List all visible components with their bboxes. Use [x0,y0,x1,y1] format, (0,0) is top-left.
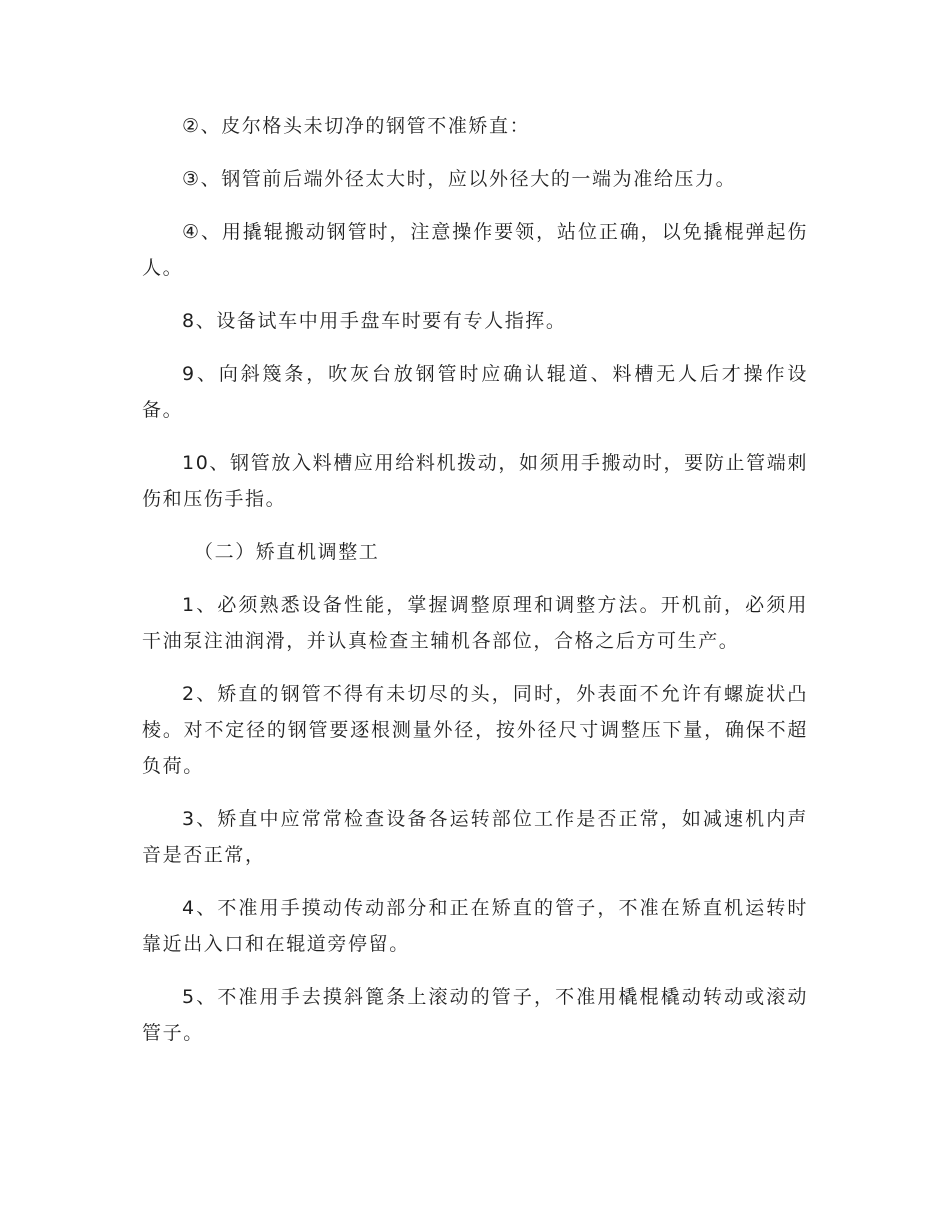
paragraph-rule-3: 3、矫直中应常常检查设备各运转部位工作是否正常，如减速机内声音是否正常， [142,808,808,866]
paragraph-rule-8: 8、设备试车中用手盘车时要有专人指挥。 [182,310,567,332]
paragraph-item-3: ③、钢管前后端外径太大时，应以外径大的一端为准给压力。 [182,168,737,190]
section-heading: （二）矫直机调整工 [194,541,380,563]
paragraph-rule-9: 9、向斜篾条，吹灰台放钢管时应确认辊道、料槽无人后才操作设备。 [142,363,808,421]
paragraph-rule-1: 1、必须熟悉设备性能，掌握调整原理和调整方法。开机前，必须用干油泵注油润滑，并认真检查主辅机各部位，合格之后方可生产。 [142,594,808,652]
document-body [142,108,808,1051]
paragraph-rule-4: 4、不准用手摸动传动部分和正在矫直的管子，不准在矫直机运转时靠近出入口和在辊道旁停留。 [142,897,808,955]
paragraph-rule-2: 2、矫直的钢管不得有未切尽的头，同时，外表面不允许有螺旋状凸棱。对不定径的钢管要逐根测量外径，按外径尺寸调整压下量，确保不超负荷。 [142,683,808,777]
paragraph-rule-10: 10、钢管放入料槽应用给料机拨动，如须用手搬动时，要防止管端刺伤和压伤手指。 [142,452,808,510]
paragraph-item-2: ②、皮尔格头未切净的钢管不准矫直： [182,115,531,137]
paragraph-rule-5: 5、不准用手去摸斜篦条上滚动的管子，不准用橇棍橇动转动或滚动管子。 [142,986,808,1044]
paragraph-item-4: ④、用撬辊搬动钢管时，注意操作要领，站位正确，以免撬棍弹起伤人。 [142,221,808,279]
